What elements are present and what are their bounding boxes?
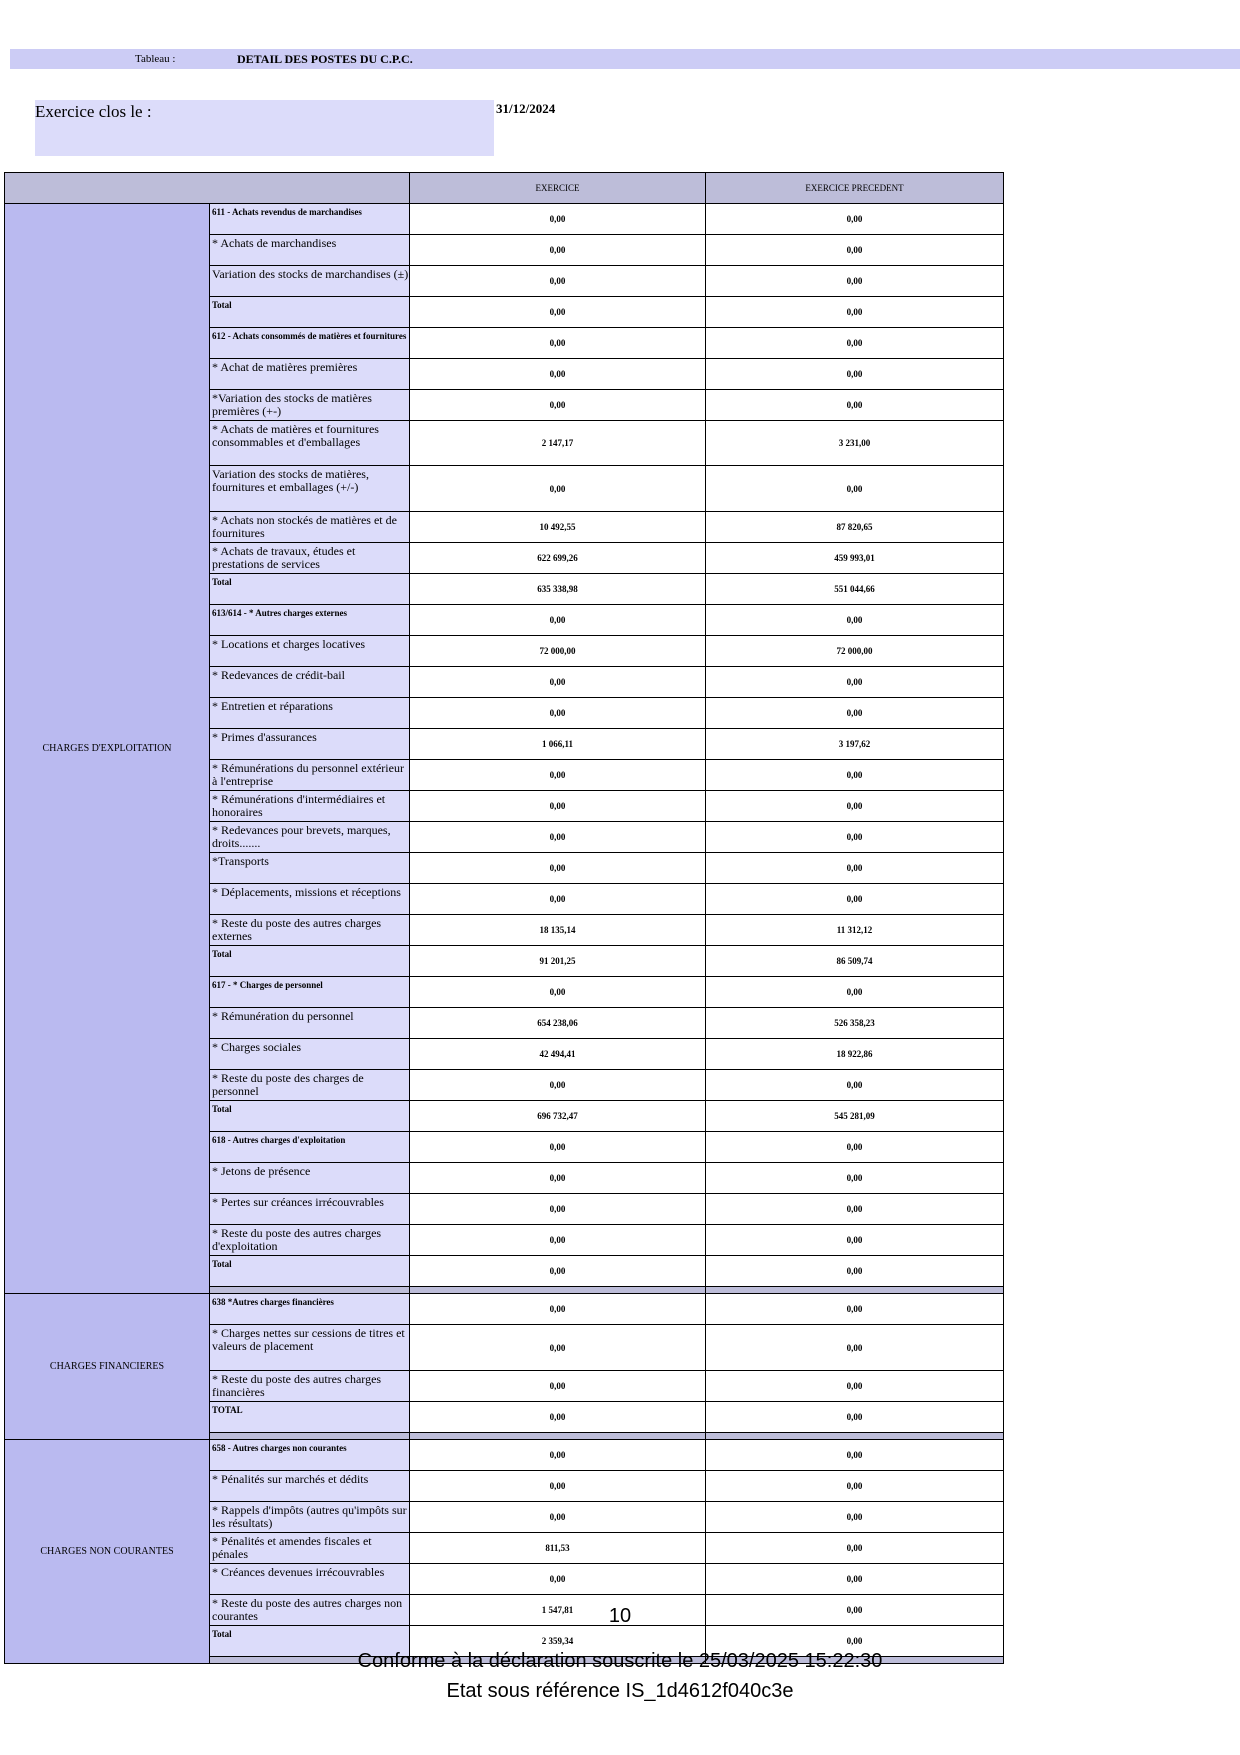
row-value-exercice: 0,00 bbox=[410, 1225, 706, 1256]
row-value-precedent: 0,00 bbox=[706, 1256, 1004, 1287]
row-label: 612 - Achats consommés de matières et fournitures bbox=[210, 328, 410, 359]
row-value-precedent: 459 993,01 bbox=[706, 543, 1004, 574]
row-label: * Reste du poste des autres charges non courantes bbox=[210, 1595, 410, 1626]
row-value-precedent: 0,00 bbox=[706, 605, 1004, 636]
row-label: * Entretien et réparations bbox=[210, 698, 410, 729]
row-label: Total bbox=[210, 946, 410, 977]
row-label: * Rémunération du personnel bbox=[210, 1008, 410, 1039]
row-value-precedent: 526 358,23 bbox=[706, 1008, 1004, 1039]
row-value-exercice: 0,00 bbox=[410, 1471, 706, 1502]
row-value-exercice: 1 547,81 bbox=[410, 1595, 706, 1626]
row-label: Variation des stocks de matières, fournitures et emballages (+/-) bbox=[210, 466, 410, 512]
row-label: Total bbox=[210, 574, 410, 605]
row-value-precedent: 0,00 bbox=[706, 1564, 1004, 1595]
row-value-precedent: 0,00 bbox=[706, 1502, 1004, 1533]
row-value-precedent: 0,00 bbox=[706, 1132, 1004, 1163]
row-label: * Reste du poste des autres charges externes bbox=[210, 915, 410, 946]
row-value-exercice: 622 699,26 bbox=[410, 543, 706, 574]
row-value-exercice: 0,00 bbox=[410, 1371, 706, 1402]
row-value-exercice: 696 732,47 bbox=[410, 1101, 706, 1132]
cpc-detail-table bbox=[4, 172, 1004, 1664]
row-label: Total bbox=[210, 1101, 410, 1132]
row-value-exercice: 0,00 bbox=[410, 1256, 706, 1287]
row-label: 658 - Autres charges non courantes bbox=[210, 1440, 410, 1471]
row-value-precedent: 0,00 bbox=[706, 977, 1004, 1008]
section-charges-exploitation: CHARGES D'EXPLOITATION bbox=[5, 204, 210, 1294]
row-value-exercice: 91 201,25 bbox=[410, 946, 706, 977]
row-value-precedent: 0,00 bbox=[706, 235, 1004, 266]
row-value-exercice: 0,00 bbox=[410, 884, 706, 915]
row-value-precedent: 0,00 bbox=[706, 1194, 1004, 1225]
row-value-exercice: 0,00 bbox=[410, 1440, 706, 1471]
row-value-exercice: 0,00 bbox=[410, 667, 706, 698]
row-value-exercice: 0,00 bbox=[410, 466, 706, 512]
row-value-exercice: 0,00 bbox=[410, 1402, 706, 1433]
row-label: * Redevances de crédit-bail bbox=[210, 667, 410, 698]
row-value-precedent: 0,00 bbox=[706, 791, 1004, 822]
row-value-exercice: 2 147,17 bbox=[410, 421, 706, 466]
row-value-exercice: 654 238,06 bbox=[410, 1008, 706, 1039]
row-value-precedent: 0,00 bbox=[706, 297, 1004, 328]
row-label: * Achats de matières et fournitures consommables et d'emballages bbox=[210, 421, 410, 466]
row-label: * Primes d'assurances bbox=[210, 729, 410, 760]
row-label: *Variation des stocks de matières premières (+-) bbox=[210, 390, 410, 421]
row-value-precedent: 0,00 bbox=[706, 853, 1004, 884]
row-value-precedent: 0,00 bbox=[706, 1163, 1004, 1194]
row-value-precedent: 0,00 bbox=[706, 328, 1004, 359]
row-value-exercice: 0,00 bbox=[410, 1070, 706, 1101]
row-label: * Achats de travaux, études et prestations de services bbox=[210, 543, 410, 574]
exercice-label: Exercice clos le : bbox=[35, 102, 152, 121]
row-value-exercice: 0,00 bbox=[410, 1325, 706, 1371]
row-value-exercice: 0,00 bbox=[410, 977, 706, 1008]
column-header-exercice-precedent: EXERCICE PRECEDENT bbox=[706, 173, 1004, 204]
row-value-precedent: 0,00 bbox=[706, 1294, 1004, 1325]
row-value-exercice: 0,00 bbox=[410, 822, 706, 853]
row-value-exercice: 1 066,11 bbox=[410, 729, 706, 760]
header-empty-cell bbox=[5, 173, 410, 204]
table-row bbox=[5, 1294, 1004, 1325]
row-value-precedent: 0,00 bbox=[706, 266, 1004, 297]
row-value-precedent: 0,00 bbox=[706, 667, 1004, 698]
row-value-precedent: 0,00 bbox=[706, 390, 1004, 421]
row-label: * Créances devenues irrécouvrables bbox=[210, 1564, 410, 1595]
row-value-exercice: 0,00 bbox=[410, 390, 706, 421]
row-value-precedent: 0,00 bbox=[706, 466, 1004, 512]
row-value-exercice: 18 135,14 bbox=[410, 915, 706, 946]
row-label: * Pertes sur créances irrécouvrables bbox=[210, 1194, 410, 1225]
row-label: 613/614 - * Autres charges externes bbox=[210, 605, 410, 636]
row-value-exercice: 0,00 bbox=[410, 1194, 706, 1225]
row-value-exercice: 0,00 bbox=[410, 1132, 706, 1163]
row-value-precedent: 551 044,66 bbox=[706, 574, 1004, 605]
row-value-exercice: 811,53 bbox=[410, 1533, 706, 1564]
row-label: * Déplacements, missions et réceptions bbox=[210, 884, 410, 915]
row-label: * Rémunérations du personnel extérieur à l'entreprise bbox=[210, 760, 410, 791]
row-value-precedent: 0,00 bbox=[706, 698, 1004, 729]
row-value-precedent: 87 820,65 bbox=[706, 512, 1004, 543]
row-value-exercice: 0,00 bbox=[410, 698, 706, 729]
section-charges-non-courantes: CHARGES NON COURANTES bbox=[5, 1440, 210, 1664]
row-label: * Rémunérations d'intermédiaires et honoraires bbox=[210, 791, 410, 822]
row-value-exercice: 0,00 bbox=[410, 204, 706, 235]
table-row bbox=[5, 1440, 1004, 1471]
row-value-precedent: 3 231,00 bbox=[706, 421, 1004, 466]
row-value-exercice: 635 338,98 bbox=[410, 574, 706, 605]
row-label: 611 - Achats revendus de marchandises bbox=[210, 204, 410, 235]
row-label: 638 *Autres charges financières bbox=[210, 1294, 410, 1325]
row-value-exercice: 10 492,55 bbox=[410, 512, 706, 543]
row-value-exercice: 0,00 bbox=[410, 1163, 706, 1194]
row-value-exercice: 0,00 bbox=[410, 359, 706, 390]
row-value-exercice: 72 000,00 bbox=[410, 636, 706, 667]
row-value-exercice: 0,00 bbox=[410, 853, 706, 884]
row-value-precedent: 0,00 bbox=[706, 822, 1004, 853]
row-label: * Rappels d'impôts (autres qu'impôts sur les résultats) bbox=[210, 1502, 410, 1533]
row-label: * Reste du poste des charges de personnel bbox=[210, 1070, 410, 1101]
row-value-precedent: 0,00 bbox=[706, 359, 1004, 390]
row-value-precedent: 0,00 bbox=[706, 1626, 1004, 1657]
row-label: * Achats de marchandises bbox=[210, 235, 410, 266]
row-label: 617 - * Charges de personnel bbox=[210, 977, 410, 1008]
row-label: *Transports bbox=[210, 853, 410, 884]
row-label: * Jetons de présence bbox=[210, 1163, 410, 1194]
row-label: * Pénalités et amendes fiscales et pénales bbox=[210, 1533, 410, 1564]
row-label: * Charges nettes sur cessions de titres et valeurs de placement bbox=[210, 1325, 410, 1371]
row-value-precedent: 3 197,62 bbox=[706, 729, 1004, 760]
row-label: Total bbox=[210, 1626, 410, 1657]
row-label: Variation des stocks de marchandises (±) bbox=[210, 266, 410, 297]
row-label: Total bbox=[210, 297, 410, 328]
row-label: * Redevances pour brevets, marques, droits....... bbox=[210, 822, 410, 853]
exercice-date: 31/12/2024 bbox=[496, 101, 556, 116]
row-value-precedent: 0,00 bbox=[706, 1402, 1004, 1433]
row-value-precedent: 0,00 bbox=[706, 1325, 1004, 1371]
row-value-exercice: 0,00 bbox=[410, 1294, 706, 1325]
row-label: 618 - Autres charges d'exploitation bbox=[210, 1132, 410, 1163]
section-charges-financieres: CHARGES FINANCIERES bbox=[5, 1294, 210, 1440]
row-value-precedent: 0,00 bbox=[706, 1371, 1004, 1402]
row-value-precedent: 0,00 bbox=[706, 1533, 1004, 1564]
row-value-precedent: 0,00 bbox=[706, 884, 1004, 915]
row-value-exercice: 0,00 bbox=[410, 1502, 706, 1533]
row-value-precedent: 0,00 bbox=[706, 1225, 1004, 1256]
tableau-label: Tableau : bbox=[135, 53, 176, 65]
row-value-exercice: 2 359,34 bbox=[410, 1626, 706, 1657]
row-label: * Reste du poste des autres charges d'exploitation bbox=[210, 1225, 410, 1256]
row-value-precedent: 0,00 bbox=[706, 1471, 1004, 1502]
row-label: TOTAL bbox=[210, 1402, 410, 1433]
row-value-exercice: 0,00 bbox=[410, 328, 706, 359]
row-value-exercice: 0,00 bbox=[410, 605, 706, 636]
row-label: * Achat de matières premières bbox=[210, 359, 410, 390]
row-value-precedent: 0,00 bbox=[706, 760, 1004, 791]
footer-reference-line: Etat sous référence IS_1d4612f040c3e bbox=[446, 1680, 794, 1702]
row-label: Total bbox=[210, 1256, 410, 1287]
row-value-precedent: 0,00 bbox=[706, 1440, 1004, 1471]
footer-conformity-line: Conforme à la déclaration souscrite le 25/03/2025 15:22:30 bbox=[357, 1650, 883, 1672]
row-value-exercice: 0,00 bbox=[410, 235, 706, 266]
header-bar bbox=[10, 49, 1240, 69]
row-value-exercice: 0,00 bbox=[410, 791, 706, 822]
row-value-precedent: 0,00 bbox=[706, 1595, 1004, 1626]
page-number: 10 bbox=[608, 1605, 632, 1627]
row-value-exercice: 0,00 bbox=[410, 760, 706, 791]
tableau-title: DETAIL DES POSTES DU C.P.C. bbox=[237, 52, 413, 66]
row-value-precedent: 72 000,00 bbox=[706, 636, 1004, 667]
row-value-precedent: 11 312,12 bbox=[706, 915, 1004, 946]
row-value-precedent: 545 281,09 bbox=[706, 1101, 1004, 1132]
row-value-precedent: 0,00 bbox=[706, 204, 1004, 235]
column-header-exercice: EXERCICE bbox=[410, 173, 706, 204]
row-label: * Locations et charges locatives bbox=[210, 636, 410, 667]
row-value-precedent: 86 509,74 bbox=[706, 946, 1004, 977]
row-label: * Reste du poste des autres charges financières bbox=[210, 1371, 410, 1402]
row-value-exercice: 0,00 bbox=[410, 297, 706, 328]
row-value-precedent: 18 922,86 bbox=[706, 1039, 1004, 1070]
row-value-exercice: 0,00 bbox=[410, 266, 706, 297]
row-label: * Pénalités sur marchés et dédits bbox=[210, 1471, 410, 1502]
row-value-exercice: 0,00 bbox=[410, 1564, 706, 1595]
table-row bbox=[5, 204, 1004, 235]
exercice-box bbox=[35, 100, 494, 156]
row-value-precedent: 0,00 bbox=[706, 1070, 1004, 1101]
row-value-exercice: 42 494,41 bbox=[410, 1039, 706, 1070]
row-label: * Charges sociales bbox=[210, 1039, 410, 1070]
row-label: * Achats non stockés de matières et de fournitures bbox=[210, 512, 410, 543]
